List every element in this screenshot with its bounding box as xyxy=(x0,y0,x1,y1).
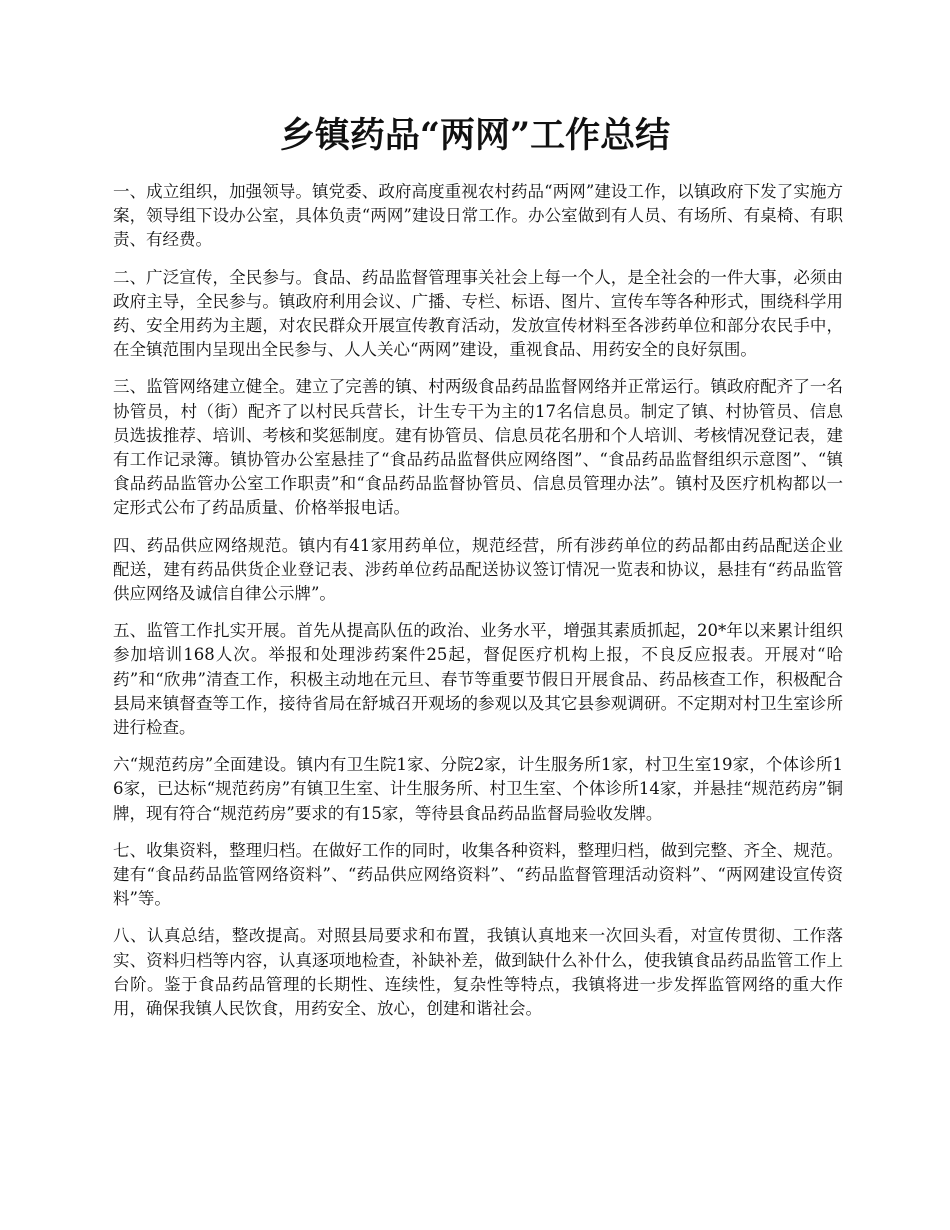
paragraph-5: 五、监管工作扎实开展。首先从提高队伍的政治、业务水平，增强其素质抓起，20*年以来累计组织参加培训168人次。举报和处理涉药案件25起，督促医疗机构上报，不良反应报表。开展对“哈药”和“欣弗”清查工作，积极主动地在元旦、春节等重要节假日开展食品、药品核查工作，积极配合县局来镇督查等工作，接待省局在舒城召开观场的参观以及其它县参观调研。不定期对村卫生室诊所进行检查。 xyxy=(113,621,843,738)
paragraph-6: 六“规范药房”全面建设。镇内有卫生院1家、分院2家，计生服务所1家，村卫生室19家，个体诊所16家，已达标“规范药房”有镇卫生室、计生服务所、村卫生室、个体诊所14家，并悬挂“规范药房”铜牌，现有符合“规范药房”要求的有15家，等待县食品药品监督局验收发牌。 xyxy=(113,755,843,823)
paragraph-3: 三、监管网络建立健全。建立了完善的镇、村两级食品药品监督网络并正常运行。镇政府配齐了一名协管员，村（街）配齐了以村民兵营长，计生专干为主的17名信息员。制定了镇、村协管员、信息员选拔推荐、培训、考核和奖惩制度。建有协管员、信息员花名册和个人培训、考核情况登记表，建有工作记录簿。镇协管办公室悬挂了“食品药品监督供应网络图”、“食品药品监督组织示意图”、“镇食品药品监管办公室工作职责”和“食品药品监督协管员、信息员管理办法”。镇村及医疗机构都以一定形式公布了药品质量、价格举报电话。 xyxy=(113,377,843,518)
document-body xyxy=(113,180,843,1034)
paragraph-7: 七、收集资料，整理归档。在做好工作的同时，收集各种资料，整理归档，做到完整、齐全、规范。建有“食品药品监管网络资料”、“药品供应网络资料”、“药品监督管理活动资料”、“两网建设宣传资料”等。 xyxy=(113,840,843,909)
paragraph-4: 四、药品供应网络规范。镇内有41家用药单位，规范经营，所有涉药单位的药品都由药品配送企业配送，建有药品供货企业登记表、涉药单位药品配送协议签订情况一览表和协议，悬挂有“药品监管供应网络及诚信自律公示牌”。 xyxy=(113,535,843,604)
paragraph-8: 八、认真总结，整改提高。对照县局要求和布置，我镇认真地来一次回头看，对宣传贯彻、工作落实、资料归档等内容，认真逐项地检查，补缺补差，做到缺什么补什么，使我镇食品药品监管工作上台阶。鉴于食品药品管理的长期性、连续性，复杂性等特点，我镇将进一步发挥监管网络的重大作用，确保我镇人民饮食，用药安全、放心，创建和谐社会。 xyxy=(113,926,843,1019)
paragraph-2: 二、广泛宣传，全民参与。食品、药品监督管理事关社会上每一个人，是全社会的一件大事，必须由政府主导，全民参与。镇政府利用会议、广播、专栏、标语、图片、宣传车等各种形式，围绕科学用药、安全用药为主题，对农民群众开展宣传教育活动，发放宣传材料至各涉药单位和部分农民手中，在全镇范围内呈现出全民参与、人人关心“两网”建设，重视食品、用药安全的良好氛围。 xyxy=(113,267,843,360)
document-title: 乡镇药品“两网”工作总结 xyxy=(279,115,671,156)
paragraph-1: 一、成立组织，加强领导。镇党委、政府高度重视农村药品“两网”建设工作，以镇政府下发了实施方案，领导组下设办公室，具体负责“两网”建设日常工作。办公室做到有人员、有场所、有桌椅、有职责、有经费。 xyxy=(113,182,843,250)
